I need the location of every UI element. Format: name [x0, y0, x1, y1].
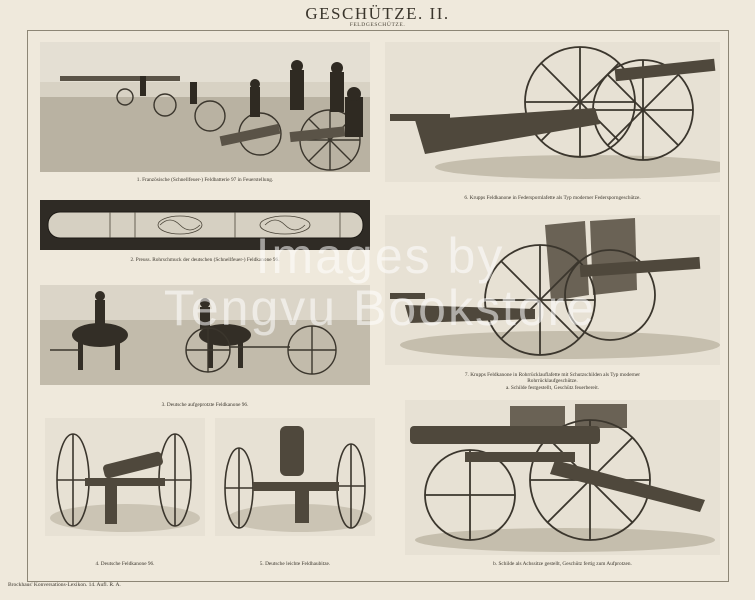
caption-fig7-line1: 7. Krupps Feldkanone in Rohrrücklauflafette mit Schutzschilden als Typ moderner — [464, 372, 641, 378]
watermark-line1: Images by — [255, 228, 505, 284]
caption-fig6: 6. Krupps Feldkanone in Federspornlafette als Typ moderner Federsporngeschütze. — [464, 195, 641, 201]
illustration-krupp-spring-spade — [385, 42, 720, 182]
caption-fig4: 4. Deutsche Feldkanone 96. — [95, 561, 155, 567]
caption-fig5: 5. Deutsche leichte Feldhaubitze. — [259, 561, 331, 567]
illustration-french-battery — [40, 42, 370, 172]
publisher-footer: Brockhaus' Konversations-Lexikon. 14. Aufl. R. A. — [8, 582, 121, 588]
caption-fig2: 2. Preuss. Rohrschmuck der deutschen (Schnellfeuer-) Feldkanone 96. — [130, 257, 280, 263]
caption-fig7-line3: a. Schilde festgestellt, Geschütz feuerbereit. — [505, 384, 600, 391]
caption-fig3: 3. Deutsche aufgeprotzte Feldkanone 96. — [161, 402, 249, 408]
caption-fig8: b. Schilde als Achssitze gestellt, Geschütz fertig zum Aufprotzen. — [493, 561, 632, 567]
illustration-light-howitzer — [215, 418, 375, 536]
illustration-field-cannon-96 — [45, 418, 205, 536]
caption-fig1: 1. Französische (Schnellfeuer-) Feldbatterie 97 in Feuerstellung. — [136, 177, 274, 183]
illustration-krupp-axle-seats — [405, 400, 720, 555]
plate-title: GESCHÜTZE. II. — [305, 4, 450, 23]
caption-fig7-line2: Rohrrücklaufgeschütze. — [527, 378, 578, 385]
plate-subtitle: FELDGESCHÜTZE. — [349, 22, 406, 28]
caption-fig7 — [385, 372, 720, 391]
watermark-line2: Tengvu Bookstore — [163, 280, 597, 336]
watermark — [150, 230, 610, 334]
